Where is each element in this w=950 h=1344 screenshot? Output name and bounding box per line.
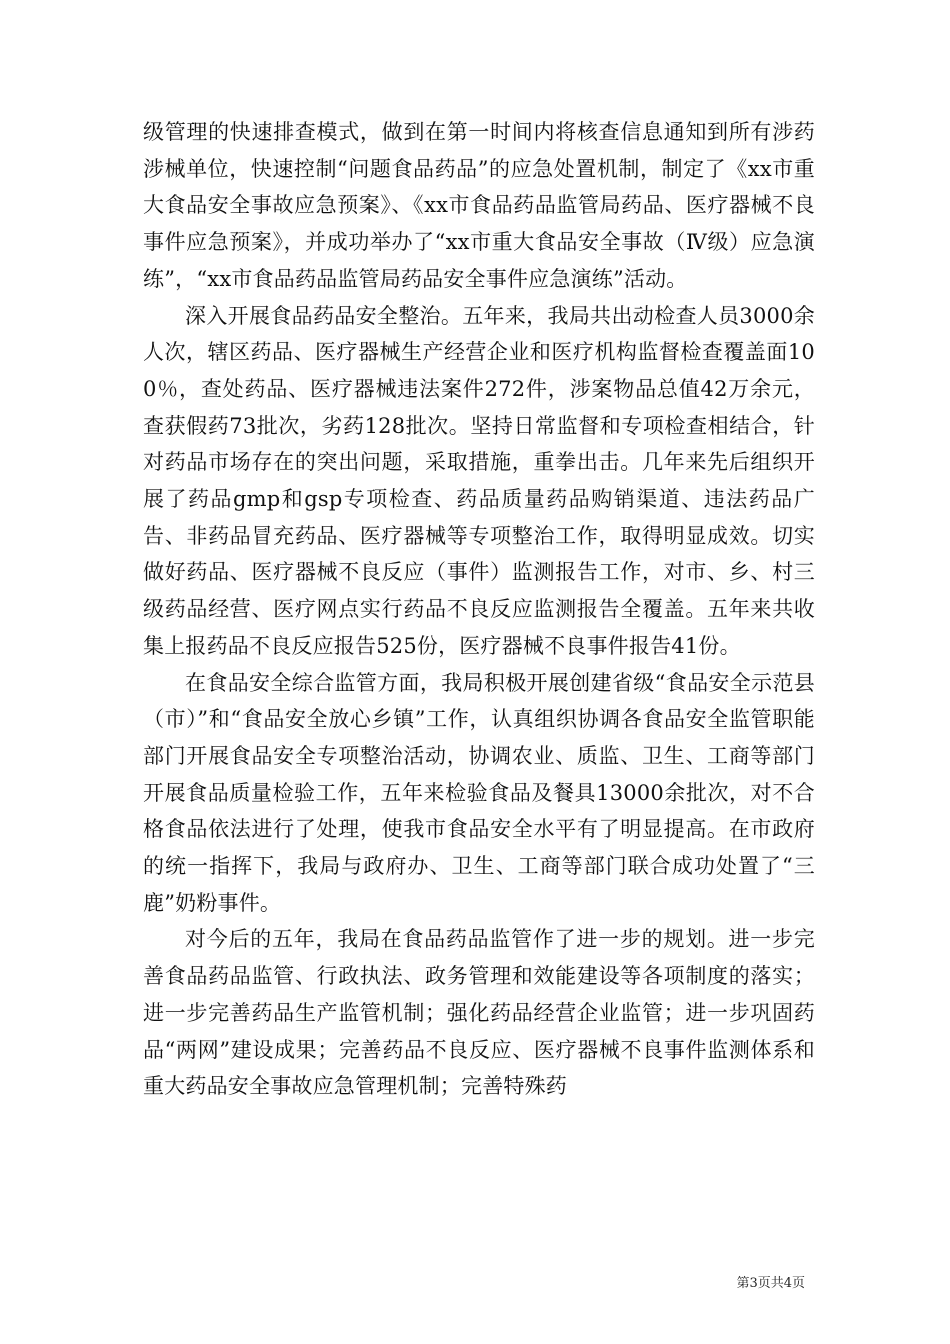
page-number-footer: 第3页共4页 [736,1276,805,1291]
document-body [143,114,815,1105]
paragraph-rectification: 深入开展食品药品安全整治。五年来，我局共出动检查人员3000余人次，辖区药品、医疗器械生产经营企业和医疗机构监督检查覆盖面100％，查处药品、医疗器械违法案件272件，涉案物品总值42万余元，查获假药73批次，劣药128批次。坚持日常监督和专项检查相结合，针对药品市场存在的突出问题，采取措施，重拳出击。几年来先后组织开展了药品gmp和gsp专项检查、药品质量药品购销渠道、违法药品广告、非药品冒充药品、医疗器械等专项整治工作，取得明显成效。切实做好药品、医疗器械不良反应（事件）监测报告工作，对市、乡、村三级药品经营、医疗网点实行药品不良反应监测报告全覆盖。五年来共收集上报药品不良反应报告525份，医疗器械不良事件报告41份。 [143,303,815,658]
paragraph-continuation: 级管理的快速排查模式，做到在第一时间内将核查信息通知到所有涉药涉械单位，快速控制“问题食品药品”的应急处置机制，制定了《xx市重大食品安全事故应急预案》、《xx市食品药品监管局药品、医疗器械不良事件应急预案》，并成功举办了“xx市重大食品安全事故（Ⅳ级）应急演练”，“xx市食品药品监管局药品安全事件应急演练”活动。 [143,120,815,291]
paragraph-future-plan: 对今后的五年，我局在食品药品监管作了进一步的规划。进一步完善食品药品监管、行政执法、政务管理和效能建设等各项制度的落实；进一步完善药品生产监管机制；强化药品经营企业监管；进一步巩固药品“两网”建设成果；完善药品不良反应、医疗器械不良事件监测体系和重大药品安全事故应急管理机制；完善特殊药 [143,927,815,1099]
paragraph-food-safety: 在食品安全综合监管方面，我局积极开展创建省级“食品安全示范县（市）”和“食品安全放心乡镇”工作，认真组织协调各食品安全监管职能部门开展食品安全专项整治活动，协调农业、质监、卫生、工商等部门开展食品质量检验工作，五年来检验食品及餐具13000余批次，对不合格食品依法进行了处理，使我市食品安全水平有了明显提高。在市政府的统一指挥下，我局与政府办、卫生、工商等部门联合成功处置了“三鹿”奶粉事件。 [143,670,815,915]
